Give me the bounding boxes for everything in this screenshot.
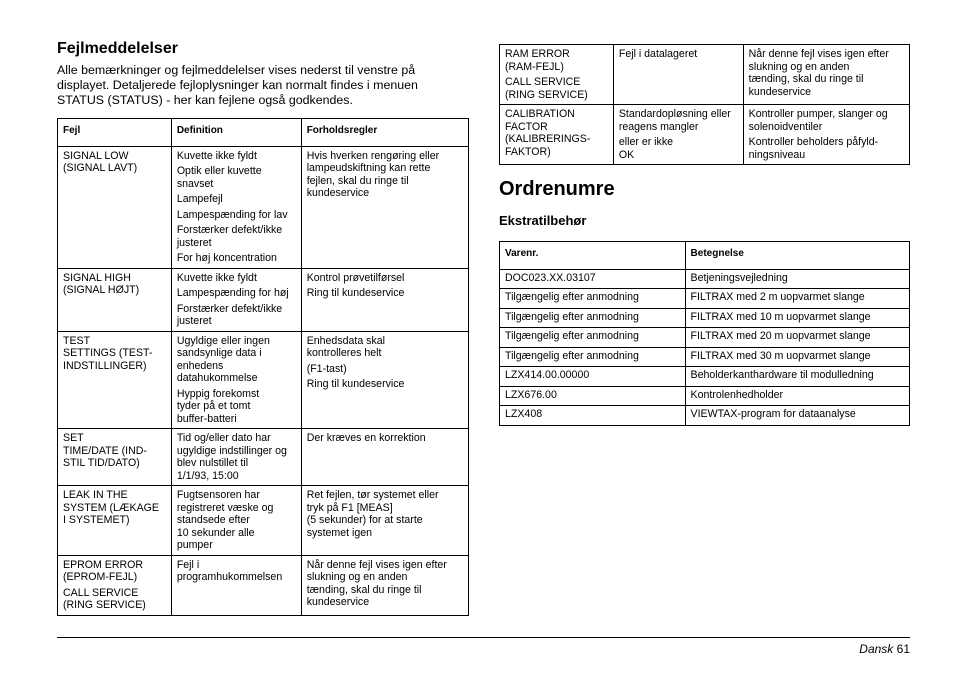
footer-language: Dansk — [859, 642, 894, 656]
cell-line: CALL SERVICE (RING SERVICE) — [505, 76, 588, 101]
accessories-table-body — [500, 269, 910, 425]
cell-betegnelse: VIEWTAX-program for dataanalyse — [685, 406, 909, 426]
cell-line: Enhedsdata skal kontrolleres helt — [306, 334, 386, 359]
header-fejl: Fejl — [58, 119, 172, 147]
subheading-accessories: Ekstratilbehør — [499, 213, 587, 228]
cell-line: SIGNAL LOW (SIGNAL LAVT) — [63, 149, 138, 174]
cell-varenr: LZX414.00.00000 — [500, 367, 686, 387]
cell-fejl — [58, 429, 172, 486]
cell-line: Ring til kundeservice — [306, 378, 405, 390]
page-number: 61 — [896, 642, 910, 656]
intro-line: STATUS (STATUS) - her kan fejlene også godkendes. — [57, 93, 353, 107]
cell-varenr: Tilgængelig efter anmodning — [500, 308, 686, 328]
cell-line: Når denne fejl vises igen efter slukning og en anden tænding, skal du ringe til kundeservice — [748, 48, 889, 98]
cell-line: Ring til kundeservice — [306, 287, 405, 299]
table-row — [500, 45, 910, 105]
cell-varenr: LZX408 — [500, 406, 686, 426]
cell-line: Hvis hverken rengøring eller lampeudskiftning kan rette fejlen, skal du ringe til kundeservice — [306, 149, 440, 199]
cell-definition — [171, 486, 301, 556]
accessories-table — [499, 241, 910, 426]
cell-betegnelse: Beholderkanthardware til modulledning — [685, 367, 909, 387]
cell-definition — [613, 105, 743, 165]
cell-line: eller er ikke OK — [618, 136, 674, 161]
table-header-row — [500, 242, 910, 270]
table-row — [58, 146, 469, 268]
cell-line: Kontroller pumper, slanger og solenoidventiler — [748, 108, 888, 133]
table-header-row — [58, 119, 469, 147]
footer-rule — [57, 637, 910, 638]
cell-regler — [301, 486, 468, 556]
cell-line: Kontroller beholders påfyld- ningsniveau — [748, 136, 879, 161]
cell-fejl — [500, 105, 614, 165]
cell-definition — [171, 146, 301, 268]
cell-line: Der kræves en korrektion — [306, 432, 426, 444]
cell-fejl — [58, 331, 172, 429]
error-table — [57, 118, 469, 616]
cell-varenr: Tilgængelig efter anmodning — [500, 289, 686, 309]
table-row — [500, 105, 910, 165]
cell-betegnelse: FILTRAX med 10 m uopvarmet slange — [685, 308, 909, 328]
cell-line: SET TIME/DATE (IND- STIL TID/DATO) — [63, 432, 147, 469]
cell-line: SIGNAL HIGH (SIGNAL HØJT) — [63, 271, 140, 296]
cell-definition — [171, 555, 301, 615]
cell-definition — [171, 429, 301, 486]
cell-definition — [613, 45, 743, 105]
cell-fejl — [500, 45, 614, 105]
header-betegnelse: Betegnelse — [685, 242, 909, 270]
header-definition: Definition — [171, 119, 301, 147]
cell-line: Kuvette ikke fyldt — [176, 149, 257, 162]
cell-line: Tid og/eller dato har ugyldige indstillinger og blev nulstillet til 1/1/93, 15:00 — [176, 432, 287, 482]
cell-varenr: DOC023.XX.03107 — [500, 269, 686, 289]
cell-line: Kontrol prøvetilførsel — [306, 271, 405, 284]
cell-line: Kuvette ikke fyldt — [176, 271, 257, 284]
cell-varenr: Tilgængelig efter anmodning — [500, 347, 686, 367]
error-table-body — [58, 146, 469, 615]
table-row — [500, 386, 910, 406]
cell-fejl — [58, 146, 172, 268]
cell-varenr: Tilgængelig efter anmodning — [500, 328, 686, 348]
table-row — [58, 486, 469, 556]
cell-line: CALL SERVICE (RING SERVICE) — [63, 586, 146, 611]
cell-line: Fejl i programhukommelsen — [176, 558, 283, 583]
cell-line: RAM ERROR (RAM-FEJL) — [505, 48, 570, 73]
cell-regler — [301, 555, 468, 615]
table-row — [58, 555, 469, 615]
error-table-continued — [499, 44, 910, 165]
cell-line: Lampespænding for lav — [176, 208, 288, 221]
cell-line: Forstærker defekt/ikke justeret — [176, 302, 283, 327]
cell-betegnelse: FILTRAX med 30 m uopvarmet slange — [685, 347, 909, 367]
cell-line: CALIBRATION FACTOR (KALIBRERINGS- FAKTOR) — [505, 108, 591, 158]
cell-line: EPROM ERROR (EPROM-FEJL) — [63, 558, 144, 583]
section-heading-error-messages: Fejlmeddelelser — [57, 40, 178, 57]
cell-betegnelse: FILTRAX med 20 m uopvarmet slange — [685, 328, 909, 348]
cell-line: Ret fejlen, tør systemet eller tryk på F1 [MEAS] (5 sekunder) for at starte systemet igen — [306, 489, 439, 539]
table-row — [500, 269, 910, 289]
cell-line: Når denne fejl vises igen efter slukning og en anden tænding, skal du ringe til kundeservice — [306, 558, 447, 608]
intro-line: Alle bemærkninger og fejlmeddelelser vises nederst til venstre på — [57, 63, 416, 77]
table-row — [500, 367, 910, 387]
table-row — [500, 328, 910, 348]
cell-line: LEAK IN THE SYSTEM (LÆKAGE I SYSTEMET) — [63, 489, 159, 526]
page-footer — [859, 642, 910, 656]
cell-regler — [301, 331, 468, 429]
cell-regler — [301, 429, 468, 486]
cell-line: (F1-tast) — [306, 362, 347, 375]
cell-regler — [301, 146, 468, 268]
cell-line: TEST SETTINGS (TEST- INDSTILLINGER) — [63, 334, 153, 372]
cell-regler — [743, 105, 909, 165]
cell-line: Standardopløsning eller reagens mangler — [618, 108, 731, 133]
cell-fejl — [58, 555, 172, 615]
cell-line: Lampespænding for høj — [176, 287, 289, 299]
cell-betegnelse: Kontrolenhedholder — [685, 386, 909, 406]
cell-line: Lampefejl — [176, 193, 223, 205]
table-row — [500, 308, 910, 328]
cell-line: Ugyldige eller ingen sandsynlige data i enhedens datahukommelse — [176, 334, 270, 384]
error-table-continued-body — [500, 45, 910, 165]
header-forholdsregler: Forholdsregler — [301, 119, 468, 147]
cell-fejl — [58, 486, 172, 556]
table-row — [58, 429, 469, 486]
section-heading-order-numbers: Ordrenumre — [499, 178, 615, 200]
table-row — [500, 289, 910, 309]
cell-line: Fejl i datalageret — [618, 48, 698, 60]
cell-fejl — [58, 268, 172, 331]
cell-betegnelse: FILTRAX med 2 m uopvarmet slange — [685, 289, 909, 309]
cell-betegnelse: Betjeningsvejledning — [685, 269, 909, 289]
header-varenr: Varenr. — [500, 242, 686, 270]
intro-line: displayet. Detaljerede fejloplysninger kan normalt findes i menuen — [57, 78, 418, 92]
table-row — [500, 406, 910, 426]
cell-line: Optik eller kuvette snavset — [176, 165, 262, 190]
cell-line: Hyppig forekomst tyder på et tomt buffer-batteri — [176, 387, 260, 425]
intro-paragraph — [57, 63, 457, 108]
table-row — [58, 331, 469, 429]
cell-varenr: LZX676.00 — [500, 386, 686, 406]
cell-definition — [171, 331, 301, 429]
cell-regler — [743, 45, 909, 105]
cell-line: Forstærker defekt/ikke justeret — [176, 224, 283, 249]
cell-line: For høj koncentration — [176, 252, 277, 264]
table-row — [58, 268, 469, 331]
cell-line: Fugtsensoren har registreret væske og standsede efter 10 sekunder alle pumper — [176, 489, 274, 551]
table-row — [500, 347, 910, 367]
cell-regler — [301, 268, 468, 331]
cell-definition — [171, 268, 301, 331]
